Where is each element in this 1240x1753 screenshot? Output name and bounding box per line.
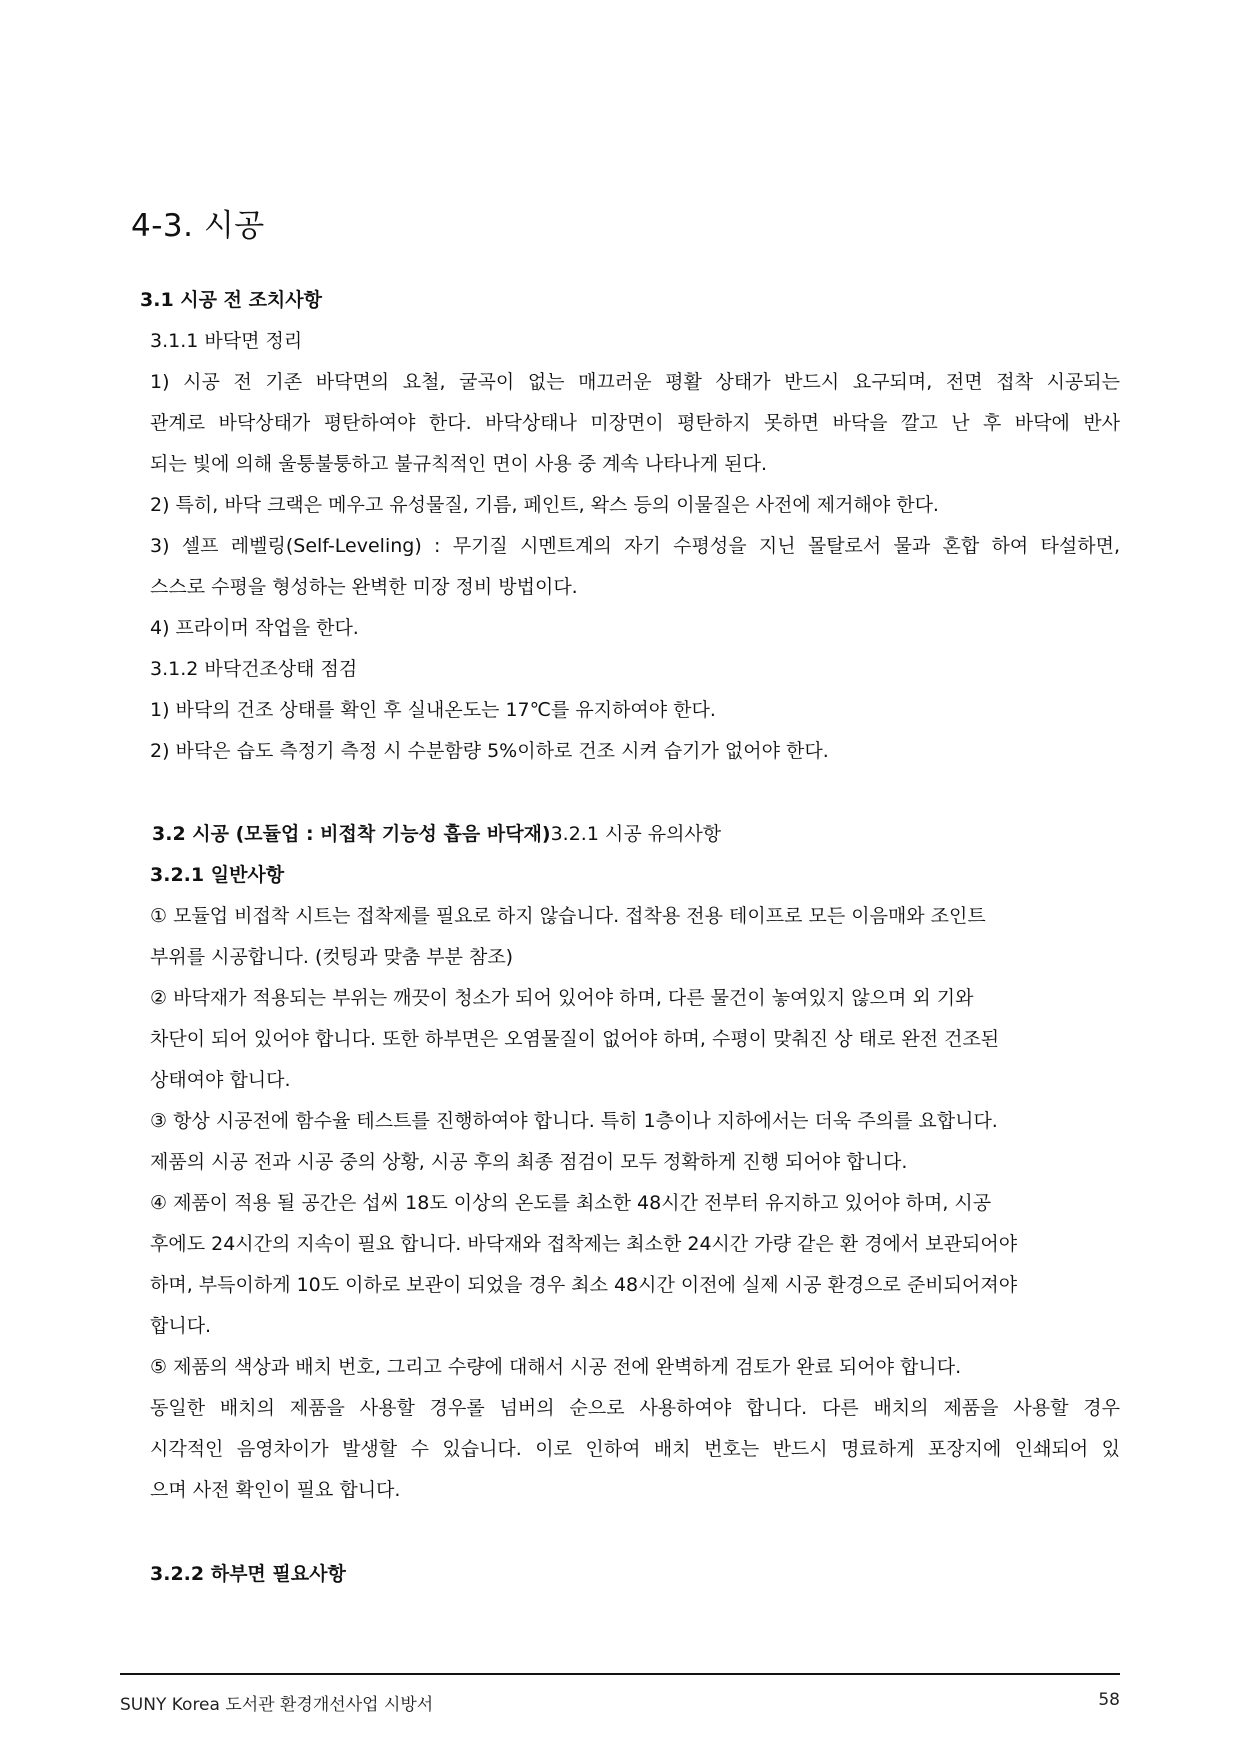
paragraph-line: 후에도 24시간의 지속이 필요 합니다. 바닥재와 접착제는 최소한 24시간 가량 같은 환 경에서 보관되어야: [150, 1233, 1018, 1255]
paragraph-line: 차단이 되어 있어야 합니다. 또한 하부면은 오염물질이 없어야 하며, 수평이 맞춰진 상 태로 완전 건조된: [150, 1028, 1000, 1050]
paragraph-line: 3) 셀프 레벨링(Self-Leveling) : 무기질 시멘트계의 자기 수평성을 지닌 몰탈로서 물과 혼합 하여 타설하면,: [150, 535, 1120, 557]
paragraph-line: 동일한 배치의 제품을 사용할 경우롤 넘버의 순으로 사용하여야 합니다. 다른 배치의 제품을 사용할 경우: [150, 1397, 1120, 1419]
paragraph-line: 상태여야 합니다.: [150, 1069, 291, 1091]
paragraph-line: 2) 바닥은 습도 측정기 측정 시 수분함량 5%이하로 건조 시켜 습기가 없어야 한다.: [150, 740, 829, 762]
footer-page-number: 58: [1098, 1690, 1120, 1710]
footer-document-title: SUNY Korea 도서관 환경개선사업 시방서: [120, 1695, 434, 1715]
section-heading-3-2-bold: 3.2 시공 (모듈업 : 비접착 기능성 흡음 바닥재): [152, 823, 551, 845]
paragraph-line: 제품의 시공 전과 시공 중의 상황, 시공 후의 최종 점검이 모두 정확하게 진행 되어야 합니다.: [150, 1151, 908, 1173]
paragraph-line: 스스로 수평을 형성하는 완벽한 미장 정비 방법이다.: [150, 576, 578, 598]
paragraph-line: ② 바닥재가 적용되는 부위는 깨끗이 청소가 되어 있어야 하며, 다른 물건이 놓여있지 않으며 외 기와: [150, 987, 974, 1009]
paragraph-line: 시각적인 음영차이가 발생할 수 있습니다. 이로 인하여 배치 번호는 반드시 명료하게 포장지에 인쇄되어 있: [150, 1438, 1120, 1460]
subsection-heading-3-1-2: 3.1.2 바닥건조상태 점검: [150, 658, 358, 680]
paragraph-line: 1) 바닥의 건조 상태를 확인 후 실내온도는 17℃를 유지하여야 한다.: [150, 699, 716, 721]
chapter-title: 4-3. 시공: [131, 208, 265, 244]
paragraph-line: 하며, 부득이하게 10도 이하로 보관이 되었을 경우 최소 48시간 이전에 실제 시공 환경으로 준비되어져야: [150, 1274, 1018, 1296]
subsection-heading-3-2-1: 3.2.1 일반사항: [150, 864, 285, 886]
paragraph-line: 으며 사전 확인이 필요 합니다.: [150, 1479, 401, 1501]
paragraph-line: 부위를 시공합니다. (컷팅과 맞춤 부분 참조): [150, 946, 514, 968]
footer-divider: [120, 1673, 1120, 1675]
section-heading-3-2: [152, 822, 721, 846]
paragraph-line: 2) 특히, 바닥 크랙은 메우고 유성물질, 기름, 페인트, 왁스 등의 이물질은 사전에 제거해야 한다.: [150, 494, 939, 516]
paragraph-line: 되는 빛에 의해 울퉁불퉁하고 불규칙적인 면이 사용 중 계속 나타나게 된다.: [150, 453, 768, 475]
paragraph-line: 합니다.: [150, 1315, 212, 1337]
paragraph-line: ① 모듈업 비접착 시트는 접착제를 필요로 하지 않습니다. 접착용 전용 테이프로 모든 이음매와 조인트: [150, 905, 986, 927]
subsection-heading-3-1-1: 3.1.1 바닥면 정리: [150, 330, 303, 352]
section-heading-3-1: 3.1 시공 전 조치사항: [140, 289, 322, 311]
paragraph-line: ④ 제품이 적용 될 공간은 섭씨 18도 이상의 온도를 최소한 48시간 전부터 유지하고 있어야 하며, 시공: [150, 1192, 992, 1214]
paragraph-line: 1) 시공 전 기존 바닥면의 요철, 굴곡이 없는 매끄러운 평활 상태가 반드시 요구되며, 전면 접착 시공되는: [150, 371, 1120, 393]
paragraph-line: ③ 항상 시공전에 함수율 테스트를 진행하여야 합니다. 특히 1층이나 지하에서는 더욱 주의를 요합니다.: [150, 1110, 998, 1132]
section-heading-3-2-normal: 3.2.1 시공 유의사항: [550, 823, 722, 845]
subsection-heading-3-2-2: 3.2.2 하부면 필요사항: [150, 1563, 346, 1585]
paragraph-line: 4) 프라이머 작업을 한다.: [150, 617, 359, 639]
paragraph-line: 관계로 바닥상태가 평탄하여야 한다. 바닥상태나 미장면이 평탄하지 못하면 바닥을 깔고 난 후 바닥에 반사: [150, 412, 1120, 434]
paragraph-line: ⑤ 제품의 색상과 배치 번호, 그리고 수량에 대해서 시공 전에 완벽하게 검토가 완료 되어야 합니다.: [150, 1356, 962, 1378]
